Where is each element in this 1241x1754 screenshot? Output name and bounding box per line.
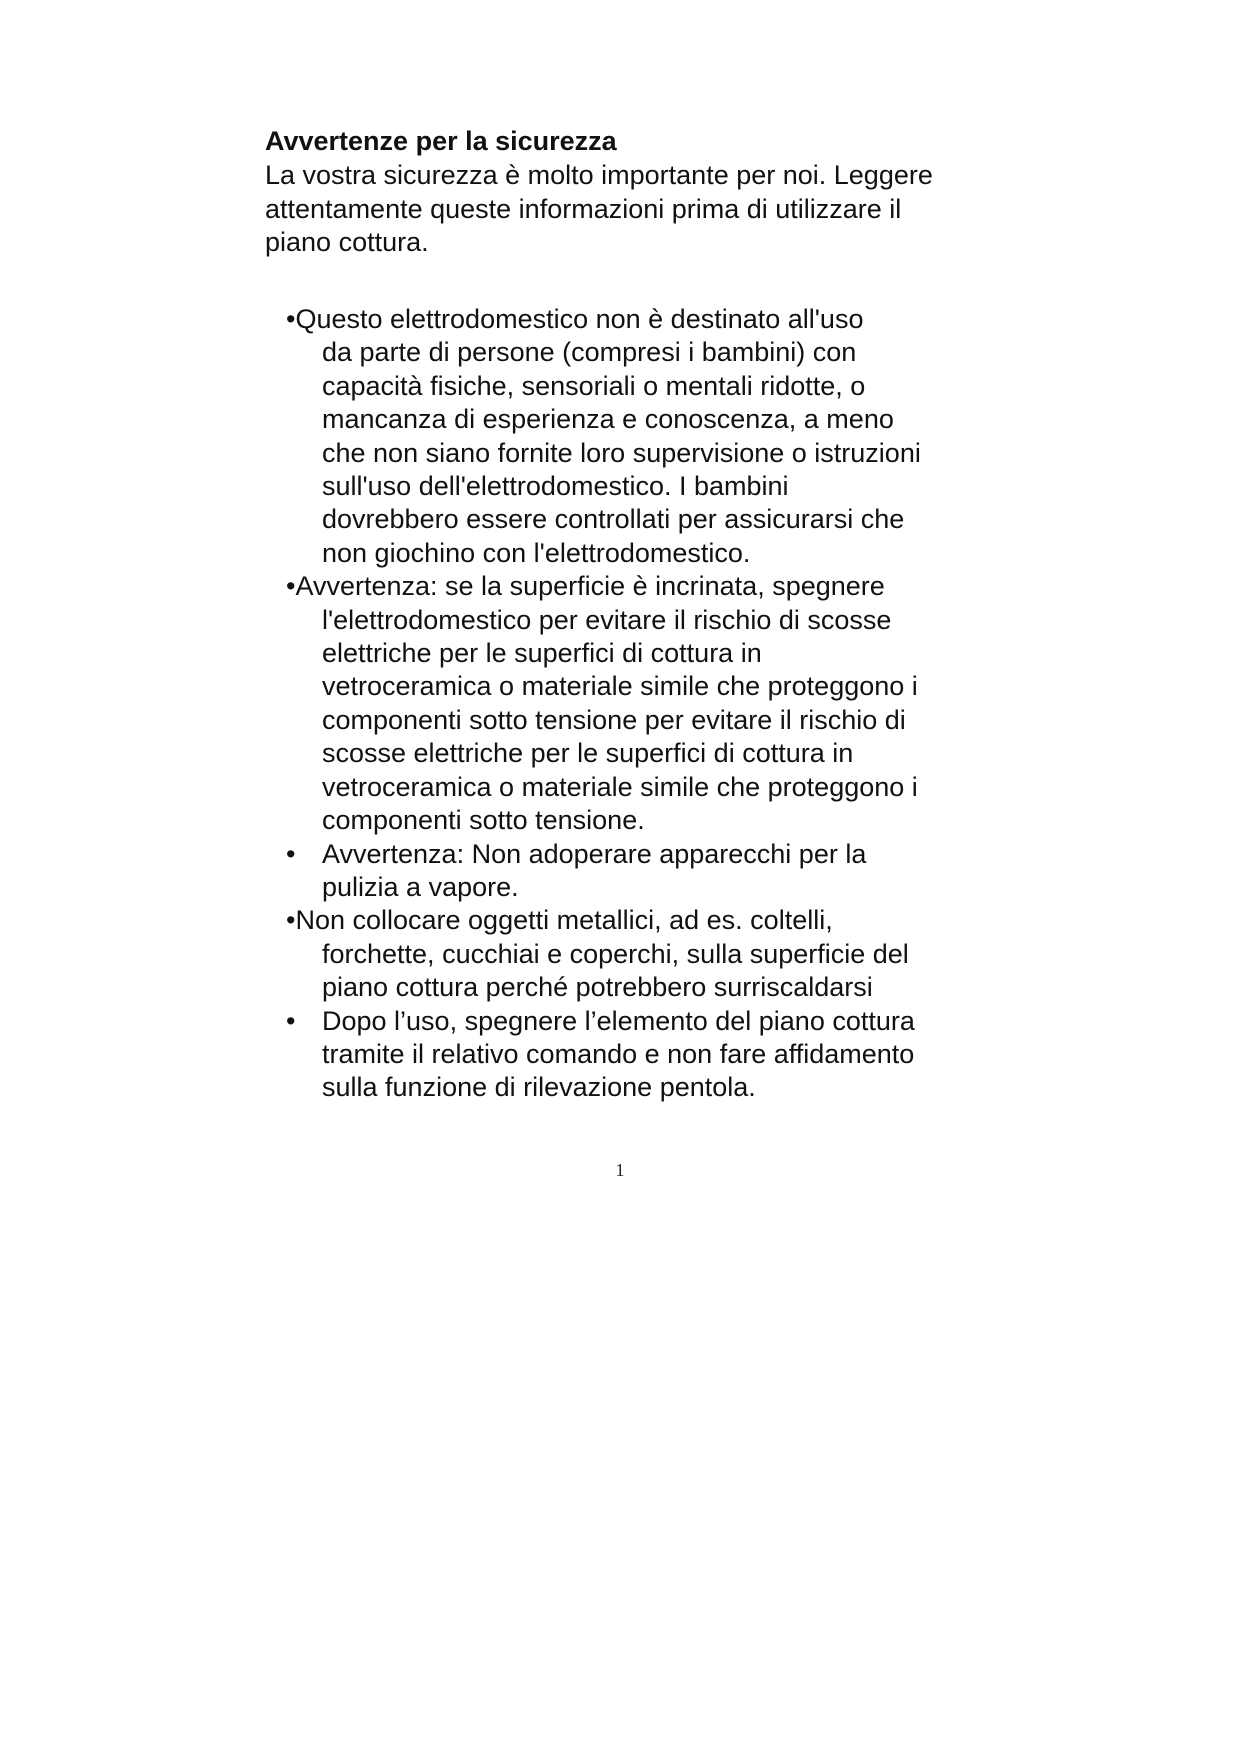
bullet-line: tramite il relativo comando e non fare affidamento — [322, 1038, 915, 1069]
bullet-icon: • — [286, 1005, 296, 1036]
bullet-line: l'elettrodomestico per evitare il rischio di scosse — [322, 604, 892, 635]
safety-bullet-list — [286, 303, 1066, 1105]
intro-line: La vostra sicurezza è molto importante per noi. Leggere — [265, 160, 933, 190]
bullet-line: Non collocare oggetti metallici, ad es. coltelli, — [295, 905, 833, 936]
bullet-line: componenti sotto tensione. — [322, 805, 645, 836]
bullet-line: vetroceramica o materiale simile che proteggono i — [322, 771, 918, 802]
bullet-line: scosse elettriche per le superfici di cottura in — [322, 738, 854, 769]
page-number: 1 — [615, 1160, 625, 1180]
bullet-icon: • — [286, 838, 296, 869]
bullet-line: sull'uso dell'elettrodomestico. I bambini — [322, 471, 789, 502]
bullet-line: Avvertenza: se la superficie è incrinata, spegnere — [295, 571, 885, 602]
bullet-icon: • — [286, 571, 296, 602]
bullet-line: piano cottura perché potrebbero surriscaldarsi — [322, 972, 873, 1003]
bullet-line: Questo elettrodomestico non è destinato all'uso — [295, 304, 864, 334]
safety-bullet-item — [286, 1005, 1066, 1105]
bullet-line: pulizia a vapore. — [322, 871, 519, 902]
bullet-line: mancanza di esperienza e conoscenza, a meno — [322, 404, 894, 435]
bullet-line: da parte di persone (compresi i bambini) con — [322, 337, 857, 368]
bullet-icon: • — [286, 304, 296, 334]
safety-bullet-item — [286, 570, 1066, 837]
bullet-line: non giochino con l'elettrodomestico. — [322, 537, 751, 568]
bullet-line: elettriche per le superfici di cottura in — [322, 638, 762, 669]
intro-line: attentamente queste informazioni prima di utilizzare il — [265, 193, 902, 224]
bullet-line: forchette, cucchiai e coperchi, sulla superficie del — [322, 938, 909, 969]
bullet-line: dovrebbero essere controllati per assicurarsi che — [322, 504, 905, 535]
bullet-line: capacità fisiche, sensoriali o mentali ridotte, o — [322, 370, 866, 401]
bullet-line: Avvertenza: Non adoperare apparecchi per la — [322, 838, 867, 869]
bullet-line: vetroceramica o materiale simile che proteggono i — [322, 671, 918, 702]
intro-paragraph — [265, 159, 1025, 260]
bullet-line: Dopo l’uso, spegnere l’elemento del piano cottura — [322, 1005, 915, 1036]
safety-bullet-item — [286, 904, 1066, 1004]
safety-bullet-item — [286, 838, 1066, 905]
safety-bullet-item — [286, 303, 1066, 570]
bullet-line: che non siano fornite loro supervisione o istruzioni — [322, 437, 921, 468]
section-title: Avvertenze per la sicurezza — [265, 126, 617, 156]
bullet-icon: • — [286, 905, 296, 936]
bullet-line: sulla funzione di rilevazione pentola. — [322, 1072, 756, 1103]
intro-line: piano cottura. — [265, 227, 429, 257]
bullet-line: componenti sotto tensione per evitare il rischio di — [322, 704, 906, 735]
